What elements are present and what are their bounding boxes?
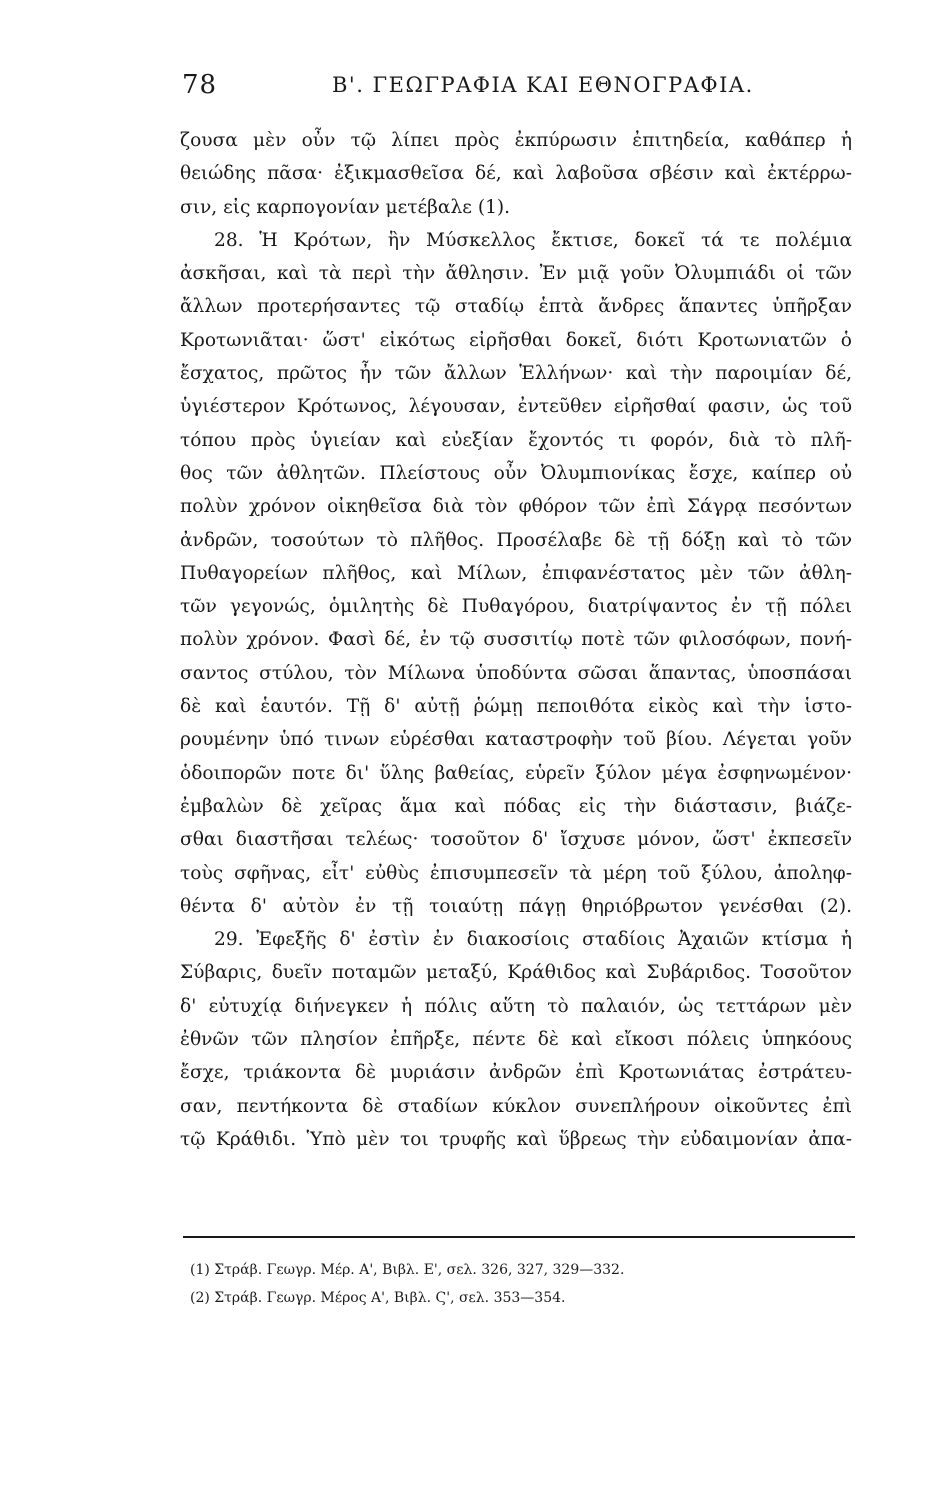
text-line: θος τῶν ἀθλητῶν. Πλείστους οὖν Ὀλυμπιονίκας ἔσχε, καίπερ οὐ xyxy=(180,462,852,484)
text-line: ρουμένην ὑπό τινων εὑρέσθαι καταστροφὴν τοῦ βίου. Λέγεται γοῦν xyxy=(180,729,852,751)
text-line: τῷ Κράθιδι. Ὑπὸ μὲν τοι τρυφῆς καὶ ὕβρεως τὴν εὐδαιμονίαν ἀπα- xyxy=(180,1128,852,1150)
text-line: θέντα δ' αὐτὸν ἐν τῇ τοιαύτῃ πάγῃ θηριόβρωτον γενέσθαι (2). xyxy=(180,895,852,917)
body-text xyxy=(180,124,852,1156)
page-number: 78 xyxy=(182,70,218,100)
text-line: τῶν γεγονώς, ὁμιλητὴς δὲ Πυθαγόρου, διατρίψαντος ἐν τῇ πόλει xyxy=(180,596,852,618)
footnote-2: (2) Στράβ. Γεωγρ. Μέρος Α', Βιβλ. Ϛ', σελ. 353—354. xyxy=(190,1290,566,1306)
text-line: Κροτωνιᾶται· ὥστ' εἰκότως εἰρῆσθαι δοκεῖ, διότι Κροτωνιατῶν ὁ xyxy=(180,329,852,351)
text-line: δὲ καὶ ἑαυτόν. Τῇ δ' αὐτῇ ῥώμῃ πεποιθότα εἰκὸς καὶ τὴν ἱστο- xyxy=(180,696,852,718)
text-line: σαντος στύλου, τὸν Μίλωνα ὑποδύντα σῶσαι ἅπαντας, ὑποσπάσαι xyxy=(180,662,852,684)
text-line: ἐμβαλὼν δὲ χεῖρας ἅμα καὶ πόδας εἰς τὴν διάστασιν, βιάζε- xyxy=(180,795,852,817)
text-line: πολὺν χρόνον οἰκηθεῖσα διὰ τὸν φθόρον τῶν ἐπὶ Σάγρᾳ πεσόντων xyxy=(180,496,852,518)
text-line: δ' εὐτυχίᾳ διήνεγκεν ἡ πόλις αὕτη τὸ παλαιόν, ὡς τεττάρων μὲν xyxy=(180,995,852,1017)
text-line: ἐθνῶν τῶν πλησίον ἐπῆρξε, πέντε δὲ καὶ εἴκοσι πόλεις ὑπηκόους xyxy=(180,1029,852,1051)
text-line: Σύβαρις, δυεῖν ποταμῶν μεταξύ, Κράθιδος καὶ Συβάριδος. Τοσοῦτον xyxy=(180,962,852,984)
page-header xyxy=(182,70,854,106)
text-line: ὁδοιπορῶν ποτε δι' ὕλης βαθείας, εὑρεῖν ξύλον μέγα ἐσφηνωμένον· xyxy=(180,762,852,784)
text-line: σαν, πεντήκοντα δὲ σταδίων κύκλον συνεπλήρουν οἰκοῦντες ἐπὶ xyxy=(180,1095,852,1117)
text-line: ἔσχε, τριάκοντα δὲ μυριάσιν ἀνδρῶν ἐπὶ Κροτωνιάτας ἐστράτευ- xyxy=(180,1062,852,1084)
text-line: ἄλλων προτερήσαντες τῷ σταδίῳ ἑπτὰ ἄνδρες ἅπαντες ὑπῆρξαν xyxy=(180,296,852,318)
text-line: ἔσχατος, πρῶτος ἦν τῶν ἄλλων Ἑλλήνων· καὶ τὴν παροιμίαν δέ, xyxy=(180,363,852,385)
text-line: πολὺν χρόνον. Φασὶ δέ, ἐν τῷ συσσιτίῳ ποτὲ τῶν φιλοσόφων, πονή- xyxy=(180,629,852,651)
section-29-start: 29. Ἐφεξῆς δ' ἐστὶν ἐν διακοσίοις σταδίοις Ἀχαιῶν κτίσμα ἡ xyxy=(214,929,852,951)
text-line: σθαι διαστῆσαι τελέως· τοσοῦτον δ' ἴσχυσε μόνον, ὥστ' ἐκπεσεῖν xyxy=(180,829,852,851)
footnote-1: (1) Στράβ. Γεωγρ. Μέρ. Α', Βιβλ. Ε', σελ. 326, 327, 329—332. xyxy=(190,1262,625,1278)
text-line: ἀσκῆσαι, καὶ τὰ περὶ τὴν ἄθλησιν. Ἐν μιᾷ γοῦν Ὀλυμπιάδι οἱ τῶν xyxy=(180,263,852,285)
section-28-start: 28. Ἡ Κρότων, ἣν Μύσκελλος ἔκτισε, δοκεῖ τά τε πολέμια xyxy=(214,229,852,251)
text-line: ζουσα μὲν οὖν τῷ λίπει πρὸς ἐκπύρωσιν ἐπιτηδεία, καθάπερ ἡ xyxy=(180,130,852,151)
text-line: ὑγιέστερον Κρότωνος, λέγουσαν, ἐντεῦθεν εἰρῆσθαί φασιν, ὡς τοῦ xyxy=(180,396,852,418)
text-line: τοὺς σφῆνας, εἶτ' εὐθὺς ἐπισυμπεσεῖν τὰ μέρη τοῦ ξύλου, ἀποληφ- xyxy=(180,862,852,884)
footnote-divider xyxy=(183,1236,855,1238)
text-line: θειώδης πᾶσα· ἐξικμασθεῖσα δέ, καὶ λαβοῦσα σβέσιν καὶ ἐκτέρρω- xyxy=(180,163,852,185)
text-line: σιν, εἰς καρπογονίαν μετέβαλε (1). xyxy=(180,196,511,218)
text-line: τόπου πρὸς ὑγιείαν καὶ εὐεξίαν ἔχοντός τι φορόν, διὰ τὸ πλῆ- xyxy=(180,429,852,451)
footnotes xyxy=(190,1256,850,1312)
running-head: Β'. ΓΕΩΓΡΑΦΙΑ ΚΑΙ ΕΘΝΟΓΡΑΦΙΑ. xyxy=(332,73,754,97)
text-line: Πυθαγορείων πλῆθος, καὶ Μίλων, ἐπιφανέστατος μὲν τῶν ἀθλη- xyxy=(180,562,852,584)
text-line: ἀνδρῶν, τοσούτων τὸ πλῆθος. Προσέλαβε δὲ τῇ δόξῃ καὶ τὸ τῶν xyxy=(180,529,852,551)
